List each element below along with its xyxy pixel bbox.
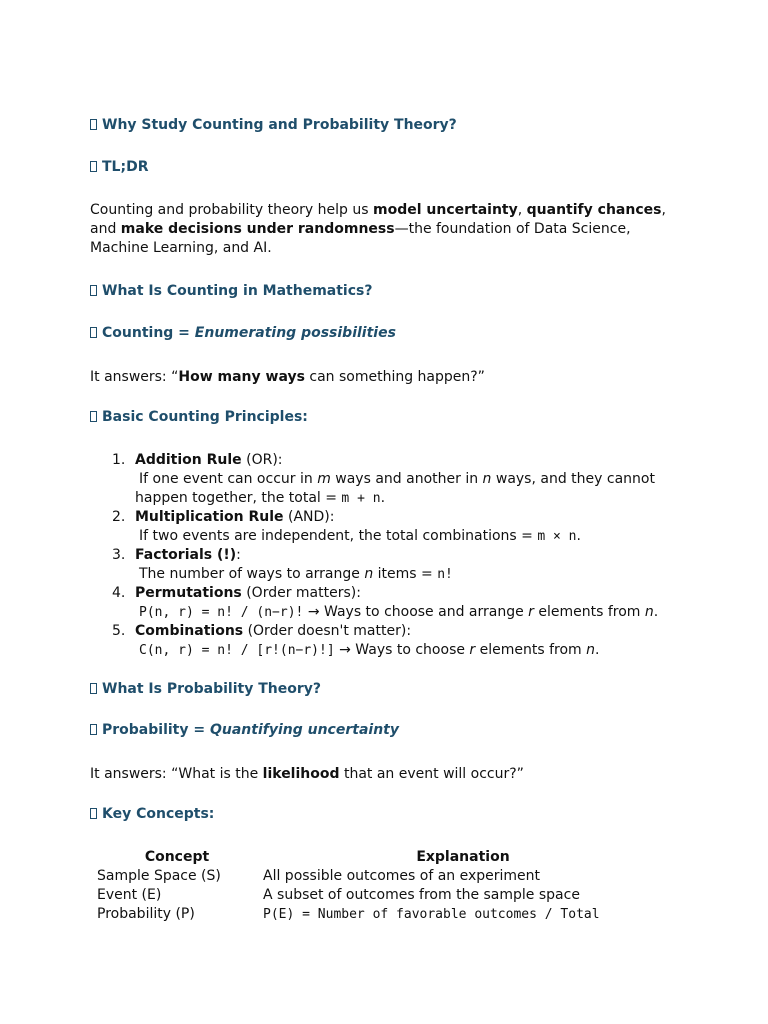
key-concepts-table: [94, 848, 666, 924]
list-item: 5. Combinations (Order doesn't matter): C(n, r) = n! / [r!(n−r)!] → Ways to choose r elements from n.: [112, 623, 600, 658]
emoji-placeholder-icon: [90, 683, 97, 694]
header-explanation: Explanation: [416, 849, 510, 865]
table-row: [94, 905, 666, 924]
heading-what-is-counting: What Is Counting in Mathematics?: [90, 282, 372, 300]
intro-paragraph: Counting and probability theory help us model uncertainty, quantify chances, and make decisions under randomness—the foundation of Data Science, Machine Learning, and AI.: [90, 202, 666, 256]
table-header-row: [94, 848, 666, 867]
heading-tldr: TL;DR: [90, 158, 148, 176]
table-cell: P(E) = Number of favorable outcomes / Total: [263, 907, 600, 922]
table-cell: Probability (P): [97, 906, 195, 922]
table-row: [94, 867, 666, 886]
table-cell: Sample Space (S): [97, 868, 221, 884]
principles-list: [90, 451, 690, 660]
probability-answer: It answers: “What is the likelihood that an event will occur?”: [90, 766, 524, 782]
emoji-placeholder-icon: [90, 161, 97, 172]
emoji-placeholder-icon: [90, 285, 97, 296]
emoji-placeholder-icon: [90, 327, 97, 338]
heading-counting-def: Counting = Enumerating possibilities: [90, 324, 396, 342]
emoji-placeholder-icon: [90, 411, 97, 422]
header-concept: Concept: [144, 849, 210, 865]
heading-why-study: Why Study Counting and Probability Theory?: [90, 116, 457, 134]
emoji-placeholder-icon: [90, 808, 97, 819]
table-cell: Event (E): [97, 887, 162, 903]
heading-probability-def: Probability = Quantifying uncertainty: [90, 721, 399, 739]
heading-key-concepts: Key Concepts:: [90, 805, 214, 823]
counting-answer: It answers: “How many ways can something happen?”: [90, 369, 485, 385]
heading-what-is-probability: What Is Probability Theory?: [90, 680, 321, 698]
emoji-placeholder-icon: [90, 119, 97, 130]
list-item: 1. Addition Rule (OR): If one event can occur in m ways and another in n ways, and they cannot happen together, the total = m + n.: [112, 452, 655, 506]
list-item: 4. Permutations (Order matters): P(n, r) = n! / (n−r)! → Ways to choose and arrange r elements from n.: [112, 585, 659, 620]
list-item: 3. Factorials (!): The number of ways to arrange n items = n!: [112, 547, 453, 582]
table-cell: A subset of outcomes from the sample space: [263, 887, 580, 903]
table-cell: All possible outcomes of an experiment: [263, 868, 541, 884]
heading-basic-principles: Basic Counting Principles:: [90, 408, 308, 426]
list-item: 2. Multiplication Rule (AND): If two events are independent, the total combinations = m × n.: [112, 509, 581, 544]
table-row: [94, 886, 666, 905]
emoji-placeholder-icon: [90, 724, 97, 735]
